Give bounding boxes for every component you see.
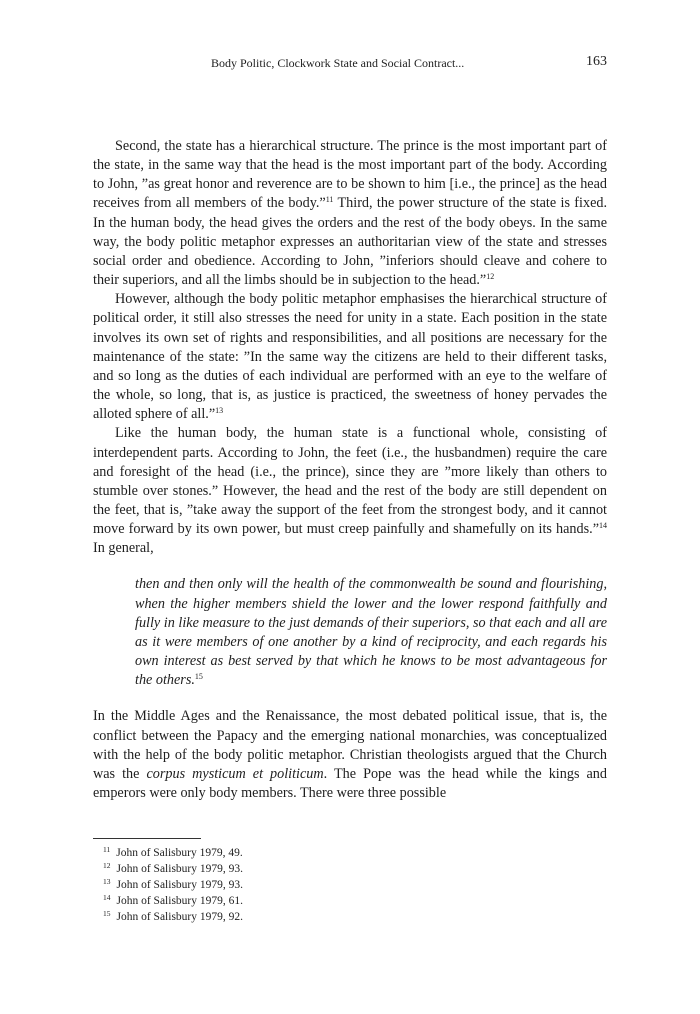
footnote-ref-12: 12 (486, 272, 495, 282)
footnote-number: 13 (103, 877, 111, 886)
paragraph-3-text-b: In general, (93, 540, 154, 557)
paragraph-1-text-a: Second, the state has a hierarchical structure. The prince is the most important part of the state, in the same way that the head is the most important part of the body. According to John, ”as great honor and reverence are to be shown to him [i.e., the prince] as the head receives from all members of the body.” (93, 138, 607, 212)
running-title: Body Politic, Clockwork State and Social Contract... (211, 56, 465, 70)
footnotes (93, 845, 607, 925)
footnote-text: John of Salisbury 1979, 93. (116, 879, 243, 891)
footnote-13 (93, 877, 607, 893)
footnote-ref-13: 13 (215, 406, 224, 416)
footnote-text: John of Salisbury 1979, 61. (116, 895, 243, 907)
paragraph-4-text-a: In the Middle Ages and the Renaissance, the most debated political issue, that is, the conflict between the Papacy and the emerging national monarchies, was conceptualized with the help of the body politic metaphor. Christian theologists argued that the Church was the (93, 708, 607, 782)
footnote-divider (93, 838, 201, 839)
footnote-text: John of Salisbury 1979, 93. (116, 863, 243, 875)
footnote-ref-15: 15 (194, 672, 203, 682)
footnote-14 (93, 893, 607, 909)
body-text (93, 137, 607, 803)
footnote-text: John of Salisbury 1979, 49. (116, 847, 243, 859)
block-quote (135, 575, 607, 690)
paragraph-4 (93, 707, 607, 803)
footnote-11 (93, 845, 607, 861)
paragraph-2 (93, 290, 607, 424)
footnote-12 (93, 861, 607, 877)
paragraph-2-text: However, although the body politic metaphor emphasises the hierarchical structure of political order, it still also stresses the need for unity in a state. Each position in the state involves its own set of rights and responsibilities, and all positions are necessary for the maintenance of the state: ”In the same way the citizens are held to their different tasks, and so long as the duties of each individual are performed with an eye to the welfare of the whole, so long, that is, as justice is practiced, the sweetness of honey pervades the alloted sphere of all.” (93, 291, 607, 423)
footnote-number: 15 (103, 909, 111, 918)
footnote-number: 11 (103, 845, 111, 854)
block-quote-text: then and then only will the health of the commonwealth be sound and flourishing, when the higher members shield the lower and the lower respond faithfully and fully in like measure to the just demands of their superiors, so that each and all are as it were members of one another by a kind of reciprocity, and each regards his own interest as best served by that which he knows to be most advantageous for the others. (135, 576, 607, 689)
footnote-text: John of Salisbury 1979, 92. (116, 911, 243, 923)
footnote-number: 12 (103, 861, 111, 870)
paragraph-3 (93, 424, 607, 558)
paragraph-1 (93, 137, 607, 290)
footnote-ref-14: 14 (599, 521, 607, 531)
footnote-ref-11: 11 (325, 195, 334, 205)
page-number: 163 (586, 54, 607, 69)
footnote-number: 14 (103, 893, 111, 902)
paragraph-1-text-b: Third, the power structure of the state is fixed. In the human body, the head gives the orders and the rest of the body obeys. In the same way, the body politic metaphor expresses an authoritarian view of the state and stresses social order and obedience. According to John, ”inferiors should cleave and cohere to their superiors, and all the limbs should be in subjection to the head.” (93, 195, 608, 289)
footnote-15 (93, 909, 607, 925)
paragraph-3-text-a: Like the human body, the human state is a functional whole, consisting of interdependent parts. According to John, the feet (i.e., the husbandmen) require the care and foresight of the head (i.e., the prince), since they are ”more likely than others to stumble over stones.” However, the head and the rest of the body are still dependent on the feet, that is, ”take away the support of the feet from the strongest body, and it cannot move forward by its own power, but must creep painfully and shamefully on its hands.” (93, 425, 607, 538)
paragraph-4-italic-term: corpus mysticum et politicum (146, 765, 324, 782)
paragraph-4-text-b: . The Pope was the head while the kings and emperors were only body members. There were three possible (93, 765, 607, 801)
